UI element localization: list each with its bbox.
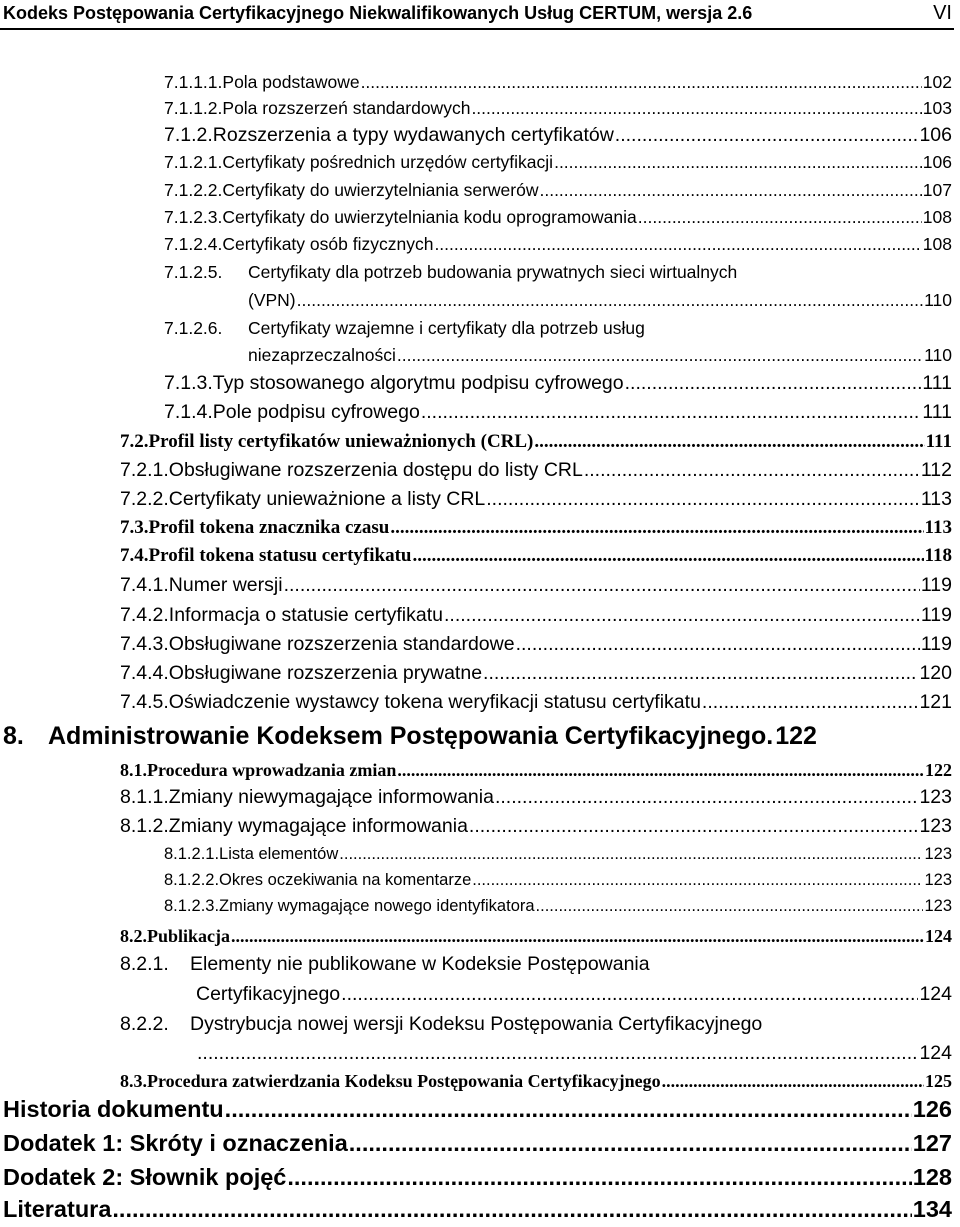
toc-page-number: 111 [922, 372, 952, 394]
toc-entry[interactable] [164, 871, 952, 890]
toc-leader [516, 633, 920, 656]
toc-leader [444, 604, 920, 627]
toc-leader [397, 760, 924, 781]
toc-page-number: 113 [924, 517, 952, 538]
toc-title: Pola rozszerzeń standardowych [222, 98, 471, 118]
toc-page-number: 111 [925, 431, 952, 452]
toc-number: 7.1.4. [164, 401, 213, 423]
toc-title: Certyfikaty do uwierzytelniania serwerów [222, 180, 539, 200]
toc-entry[interactable] [248, 290, 952, 311]
toc-title: Okres oczekiwania na komentarze [219, 871, 472, 889]
toc-number: 7.4.3. [120, 633, 169, 655]
toc-leader [339, 845, 923, 864]
toc-entry[interactable] [3, 1130, 952, 1157]
header-title: Kodeks Postępowania Certyfikacyjnego Niekwalifikowanych Usług CERTUM, wersja 2.6 [3, 3, 753, 23]
toc-page-number: 110 [924, 345, 952, 365]
toc-page-number: 111 [922, 401, 952, 423]
toc-page-number: 123 [924, 897, 952, 915]
toc-page-number: 121 [919, 691, 952, 713]
toc-leader [112, 1196, 911, 1223]
toc-title: Lista elementów [219, 845, 339, 863]
toc-entry-first-line[interactable] [120, 953, 650, 976]
toc-entry[interactable] [120, 517, 952, 539]
toc-leader [662, 1071, 924, 1092]
toc-leader [554, 152, 922, 173]
toc-page-number: 119 [920, 604, 952, 626]
toc-leader [397, 345, 923, 366]
toc-title: Zmiany wymagające nowego identyfikatora [219, 897, 535, 915]
toc-leader [231, 926, 924, 947]
toc-page-number: 113 [920, 488, 952, 510]
toc-number: 7.4.1. [120, 574, 169, 596]
toc-leader [471, 98, 921, 119]
toc-number: 7.3. [120, 517, 149, 538]
toc-leader [702, 691, 919, 714]
toc-page-number: 124 [925, 926, 952, 946]
toc-title: Oświadczenie wystawcy tokena weryfikacji statusu certyfikatu [168, 691, 701, 713]
toc-page-number: 123 [919, 815, 952, 837]
toc-page-number: 108 [922, 234, 952, 254]
toc-title: Certyfikaty osób fizycznych [222, 234, 434, 254]
toc-number: 7.1.2.4. [164, 234, 223, 254]
toc-entry[interactable] [120, 815, 952, 838]
toc-page-number: 124 [919, 983, 952, 1005]
toc-number: 7.1.2.2. [164, 180, 223, 200]
toc-title: Numer wersji [168, 574, 283, 596]
toc-page-number: 108 [922, 207, 952, 227]
toc-number: 7.1.1.1. [164, 72, 223, 92]
toc-page-number: 127 [912, 1130, 952, 1156]
toc-leader [413, 545, 924, 567]
toc-number: 7.2.2. [120, 488, 169, 510]
toc-title: Profil listy certyfikatów unieważnionych (CRL) [148, 431, 534, 452]
toc-entry[interactable] [120, 662, 952, 685]
toc-entry-first-line[interactable] [120, 1013, 762, 1036]
toc-entry[interactable] [164, 845, 952, 864]
toc-entry[interactable] [120, 1071, 952, 1092]
toc-entry[interactable] [196, 983, 952, 1006]
toc-title: Administrowanie Kodeksem Postępowania Certyfikacyjnego. [48, 722, 774, 750]
toc-number: 8. [3, 722, 24, 750]
toc-entry[interactable] [164, 234, 952, 255]
toc-leader [390, 517, 923, 539]
toc-number: 8.2.1. [120, 953, 169, 975]
toc-number: 7.4. [120, 545, 149, 566]
toc-entry[interactable] [164, 124, 952, 147]
toc-entry[interactable] [120, 545, 952, 567]
toc-title: Profil tokena statusu certyfikatu [148, 545, 412, 566]
toc-page-number: 118 [924, 545, 952, 566]
toc-entry[interactable] [248, 345, 952, 366]
toc-title: Rozszerzenia a typy wydawanych certyfikatów [212, 124, 614, 146]
toc-title: Certyfikaty pośrednich urzędów certyfikacji [222, 152, 554, 172]
toc-leader [495, 786, 919, 809]
toc-entry-first-line[interactable] [164, 318, 645, 339]
toc-entry[interactable] [164, 98, 952, 119]
toc-title: Obsługiwane rozszerzenia dostępu do listy CRL [168, 459, 583, 481]
toc-entry[interactable] [3, 1196, 952, 1223]
toc-title: Certyfikaty wzajemne i certyfikaty dla potrzeb usług [248, 318, 645, 338]
toc-number: 7.4.4. [120, 662, 169, 684]
toc-leader [434, 234, 921, 255]
toc-page-number: 119 [920, 574, 952, 596]
toc-leader [361, 72, 922, 93]
toc-entry[interactable] [120, 926, 952, 947]
toc-page-number: 120 [919, 662, 952, 684]
toc-page-number: 125 [925, 1071, 952, 1091]
toc-leader [197, 1042, 918, 1065]
toc-entry-first-line[interactable] [164, 262, 737, 283]
toc-page-number: 102 [922, 72, 952, 92]
toc-title: Publikacja [147, 926, 231, 946]
toc-title: Procedura wprowadzania zmian [147, 760, 397, 780]
toc-title: Historia dokumentu [3, 1096, 224, 1122]
toc-number: 7.4.2. [120, 604, 169, 626]
toc-leader [486, 488, 920, 511]
toc-number: 7.2.1. [120, 459, 169, 481]
toc-page-number: 134 [912, 1196, 952, 1222]
toc-leader [287, 1164, 911, 1191]
toc-leader [534, 431, 924, 453]
toc-page-number: 112 [920, 459, 952, 481]
toc-number: 8.1.1. [120, 786, 169, 808]
toc-entry[interactable] [164, 72, 952, 93]
toc-number: 8.1. [120, 760, 147, 780]
toc-entry[interactable] [120, 691, 952, 714]
toc-title: Informacja o statusie certyfikatu [168, 604, 443, 626]
toc-page-number: 103 [922, 98, 952, 118]
header-page-number: VI [933, 2, 952, 24]
page-header [0, 0, 954, 30]
toc-number: 7.2. [120, 431, 149, 452]
toc-entry[interactable] [120, 459, 952, 482]
toc-title: Pola podstawowe [222, 72, 360, 92]
toc-title: Dodatek 1: Skróty i oznaczenia [3, 1130, 348, 1156]
toc-entry[interactable] [120, 488, 952, 511]
toc-entry[interactable] [120, 786, 952, 809]
toc-title: Obsługiwane rozszerzenia prywatne [168, 662, 483, 684]
toc-leader [469, 815, 919, 838]
toc-title-continuation: (VPN) [248, 290, 296, 310]
toc-title: Certyfikaty unieważnione a listy CRL [168, 488, 486, 510]
toc-page-number: 124 [919, 1042, 952, 1064]
toc-entry[interactable] [120, 633, 952, 656]
toc-number: 7.1.2.6. [164, 318, 223, 338]
toc-title: Dodatek 2: Słownik pojęć [3, 1164, 287, 1190]
toc-page-number: 106 [919, 124, 952, 146]
toc-leader [472, 871, 923, 890]
toc-entry[interactable] [120, 760, 952, 781]
toc-leader [349, 1130, 912, 1157]
toc-title: Literatura [3, 1196, 112, 1222]
toc-leader [539, 180, 921, 201]
toc-number: 7.1.2.1. [164, 152, 223, 172]
toc-leader [536, 897, 924, 916]
toc-page-number: 122 [775, 722, 817, 750]
toc-entry[interactable] [164, 180, 952, 201]
toc-number: 8.1.2. [120, 815, 169, 837]
toc-page-number: 126 [912, 1096, 952, 1122]
toc-leader [638, 207, 922, 228]
toc-number: 7.4.5. [120, 691, 169, 713]
toc-entry[interactable] [120, 604, 952, 627]
toc-number: 8.1.2.1. [164, 845, 220, 863]
toc-entry[interactable] [164, 897, 952, 916]
toc-title: Typ stosowanego algorytmu podpisu cyfrowego [212, 372, 624, 394]
toc-leader [341, 983, 918, 1006]
toc-leader [284, 574, 920, 597]
toc-page-number: 128 [912, 1164, 952, 1190]
toc-title: Elementy nie publikowane w Kodeksie Postępowania [190, 953, 650, 975]
toc-page-number: 123 [924, 845, 952, 863]
toc-entry[interactable] [164, 372, 952, 395]
toc-leader [615, 124, 919, 147]
toc-title-continuation: niezaprzeczalności [248, 345, 396, 365]
toc-leader [297, 290, 923, 311]
toc-number: 7.1.2.5. [164, 262, 223, 282]
toc-entry[interactable] [3, 722, 952, 751]
toc-number: 7.1.1.2. [164, 98, 223, 118]
toc-number: 8.1.2.2. [164, 871, 220, 889]
toc-leader [483, 662, 918, 685]
toc-entry[interactable] [120, 574, 952, 597]
toc-page-number: 123 [919, 786, 952, 808]
toc-title: Dystrybucja nowej wersji Kodeksu Postępowania Certyfikacyjnego [190, 1013, 763, 1035]
toc-entry[interactable] [164, 152, 952, 173]
toc-title: Profil tokena znacznika czasu [148, 517, 390, 538]
toc-title: Certyfikaty dla potrzeb budowania prywatnych sieci wirtualnych [248, 262, 738, 282]
toc-entry[interactable] [120, 431, 952, 453]
toc-entry[interactable] [3, 1164, 952, 1191]
toc-page-number: 123 [924, 871, 952, 889]
toc-page-number: 119 [920, 633, 952, 655]
toc-title: Zmiany wymagające informowania [168, 815, 468, 837]
toc-entry[interactable] [3, 1096, 952, 1123]
toc-entry[interactable] [196, 1042, 952, 1065]
toc-number: 7.1.2.3. [164, 207, 223, 227]
toc-number: 7.1.3. [164, 372, 213, 394]
toc-number: 8.2. [120, 926, 147, 946]
toc-leader [421, 401, 922, 424]
toc-title-continuation: Certyfikacyjnego [196, 983, 341, 1005]
toc-title: Pole podpisu cyfrowego [212, 401, 420, 423]
toc-number: 7.1.2. [164, 124, 213, 146]
toc-title: Certyfikaty do uwierzytelniania kodu oprogramowania [222, 207, 637, 227]
toc-page-number: 106 [922, 152, 952, 172]
toc-title: Procedura zatwierdzania Kodeksu Postępowania Certyfikacyjnego [147, 1071, 661, 1091]
toc-entry[interactable] [164, 401, 952, 424]
toc-number: 8.3. [120, 1071, 147, 1091]
toc-entry[interactable] [164, 207, 952, 228]
toc-page-number: 122 [925, 760, 952, 780]
toc-leader [225, 1096, 912, 1123]
toc-title: Zmiany niewymagające informowania [168, 786, 494, 808]
toc-leader [584, 459, 920, 482]
toc-page-number: 110 [924, 290, 952, 310]
toc-page-number: 107 [922, 180, 952, 200]
toc-leader [625, 372, 922, 395]
toc-number: 8.2.2. [120, 1013, 169, 1035]
toc-title: Obsługiwane rozszerzenia standardowe [168, 633, 515, 655]
toc-number: 8.1.2.3. [164, 897, 220, 915]
